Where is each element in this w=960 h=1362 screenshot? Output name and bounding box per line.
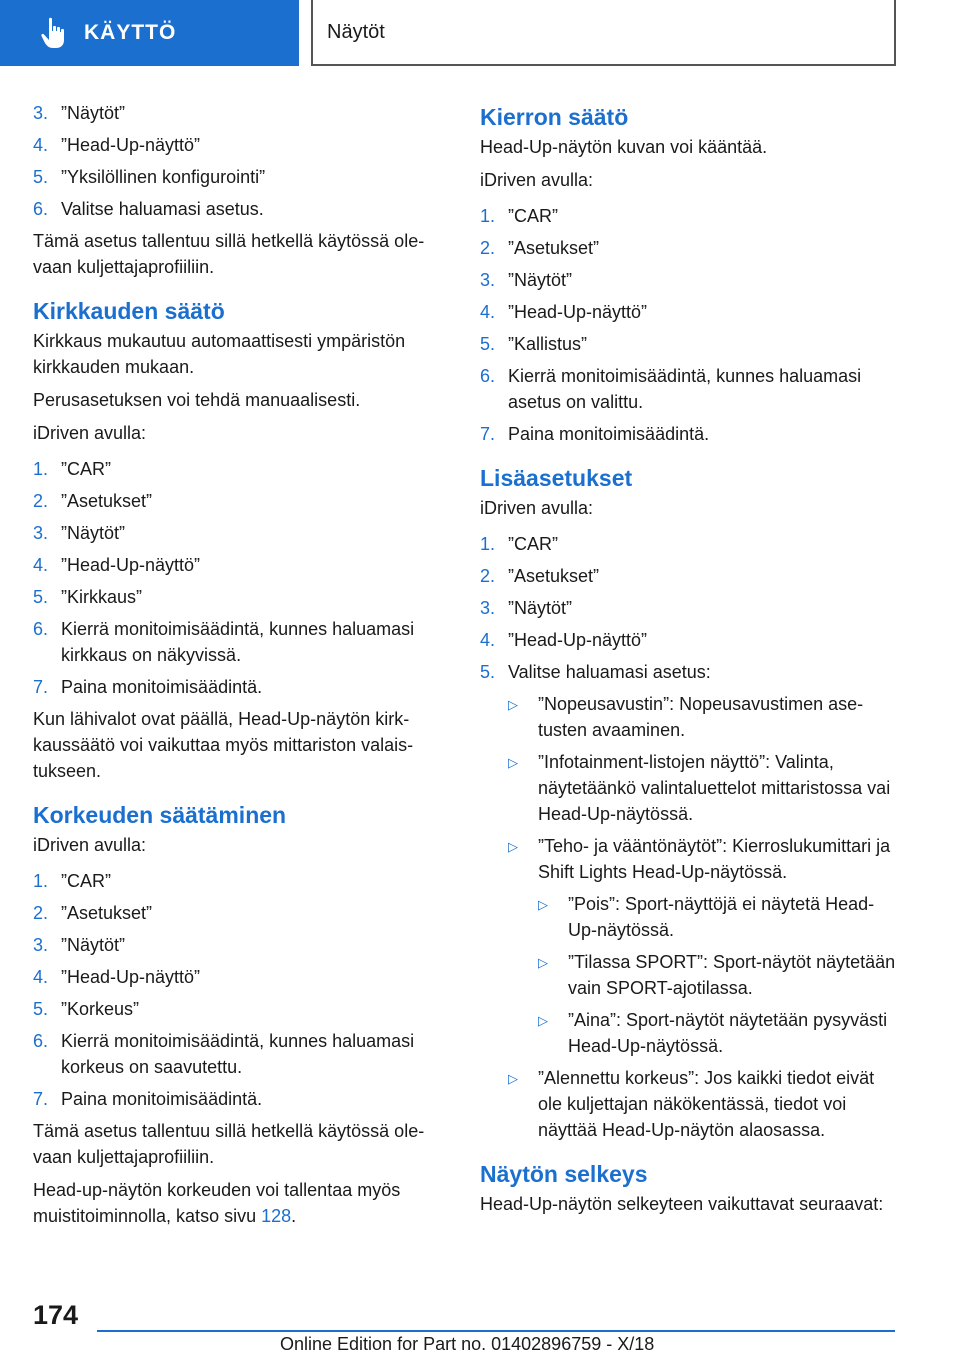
list-item: 2. ”Asetukset” [33, 491, 153, 511]
clarity-p1: Head-Up-näytön selkeyteen vaikuttavat seuraavat: [480, 1194, 884, 1214]
memory-paragraph: Head-up-näytön korkeuden voi tallentaa myös muistitoiminnolla, katso sivu 128. [33, 1180, 401, 1226]
list-item: 1. ”CAR” [480, 534, 558, 554]
list-item: 5. ”Kallistus” [480, 334, 588, 354]
height-p1: iDriven avulla: [33, 835, 147, 855]
additional-heading: Lisäasetukset [480, 465, 633, 491]
list-item: ▷ ”Aina”: Sport-näytöt näytetään pysyvästi Head-Up-näytössä. [538, 1007, 900, 1059]
triangle-bullet-icon: ▷ [508, 839, 518, 854]
list-item: ▷ ”Infotainment-listojen näyttö”: Valinta, näytetäänkö valintaluettelot mittaristossa vai Head-Up-näytössä. [508, 749, 900, 827]
options-list [508, 691, 900, 1143]
height-note: Tämä asetus tallentuu sillä hetkellä käytössä olevaan kuljettajaprofiiliin. [33, 1121, 425, 1167]
list-item: 4. ”Head-Up-näyttö” [480, 302, 648, 322]
list-item: 2. ”Asetukset” [480, 566, 600, 586]
list-item: 2. ”Asetukset” [480, 238, 600, 258]
chapter-title: Näytöt [327, 20, 385, 43]
rotation-p1: Head-Up-näytön kuvan voi kääntää. [480, 137, 768, 157]
brightness-p3: iDriven avulla: [33, 423, 147, 443]
footer-divider [97, 1330, 895, 1332]
sub-options-list [538, 891, 900, 1059]
section-tab [0, 0, 299, 66]
list-item: 3. ”Näytöt” [33, 523, 126, 543]
list-item: 4. ”Head-Up-näyttö” [480, 630, 648, 650]
list-item: 1. ”CAR” [33, 871, 111, 891]
list-item: ▷ ”Pois”: Sport-näyttöjä ei näytetä Head-Up-näytössä. [538, 891, 900, 943]
rotation-p2: iDriven avulla: [480, 170, 594, 190]
rotation-heading: Kierron säätö [480, 104, 629, 130]
list-item: 7. Paina monitoimisäädintä. [480, 424, 710, 444]
list-item: 6. Kierrä monitoimisäädintä, kunnes haluamasi kirkkaus on näkyvissä. [33, 619, 415, 665]
list-item: 1. ”CAR” [33, 459, 111, 479]
list-item: 4. ”Head-Up-näyttö” [33, 555, 201, 575]
list-item: 5. ”Korkeus” [33, 999, 140, 1019]
height-steps [33, 868, 443, 1112]
sub-options-wrapper [508, 891, 900, 1059]
left-column [33, 100, 443, 1236]
brightness-steps [33, 456, 443, 700]
list-item: 5. ”Yksilöllinen konfigurointi” [33, 167, 266, 187]
triangle-bullet-icon: ▷ [538, 1013, 548, 1028]
list-item: ▷ ”Nopeusavustin”: Nopeusavustimen asetusten avaaminen. [508, 691, 900, 743]
page-number: 174 [33, 1300, 79, 1330]
clarity-heading: Näytön selkeys [480, 1161, 648, 1187]
hand-pointer-icon [40, 16, 68, 50]
list-item: ▷ ”Teho- ja vääntönäytöt”: Kierroslukumittari ja Shift Lights Head-Up-näytössä. [508, 833, 900, 885]
list-item: 7. Paina monitoimisäädintä. [33, 677, 263, 697]
list-item: ▷ ”Alennettu korkeus”: Jos kaikki tiedot eivät ole kuljettajan näkökentässä, tiedot voi näyttää Head-Up-näytön alaosassa. [508, 1065, 900, 1143]
intro-note: Tämä asetus tallentuu sillä hetkellä käytössä olevaan kuljettajaprofiiliin. [33, 231, 425, 277]
triangle-bullet-icon: ▷ [538, 955, 548, 970]
additional-steps [480, 531, 900, 685]
list-item: 3. ”Näytöt” [33, 935, 126, 955]
brightness-heading: Kirkkauden säätö [33, 298, 225, 324]
additional-p1: iDriven avulla: [480, 498, 594, 518]
list-item: 5. Valitse haluamasi asetus: [480, 662, 711, 682]
list-item: 6. Valitse haluamasi asetus. [33, 199, 264, 219]
edition-note: Online Edition for Part no. 01402896759 - X/18 [280, 1334, 655, 1354]
triangle-bullet-icon: ▷ [508, 755, 518, 770]
list-item: 1. ”CAR” [480, 206, 558, 226]
list-item: 2. ”Asetukset” [33, 903, 153, 923]
triangle-bullet-icon: ▷ [508, 697, 518, 712]
brightness-p1: Kirkkaus mukautuu automaattisesti ympäristön kirkkauden mukaan. [33, 331, 406, 377]
list-item: 5. ”Kirkkaus” [33, 587, 143, 607]
list-item: 6. Kierrä monitoimisäädintä, kunnes haluamasi korkeus on saavutettu. [33, 1031, 415, 1077]
list-item: 7. Paina monitoimisäädintä. [33, 1089, 263, 1109]
list-item: 6. Kierrä monitoimisäädintä, kunnes haluamasi asetus on valittu. [480, 366, 862, 412]
page-link[interactable]: 128 [261, 1206, 292, 1226]
list-item: ▷ ”Tilassa SPORT”: Sport-näytöt näytetään vain SPORT-ajotilassa. [538, 949, 900, 1001]
section-label: KÄYTTÖ [84, 21, 177, 44]
list-item: 4. ”Head-Up-näyttö” [33, 967, 201, 987]
list-item: 3. ”Näytöt” [480, 270, 573, 290]
brightness-p2: Perusasetuksen voi tehdä manuaalisesti. [33, 390, 361, 410]
triangle-bullet-icon: ▷ [508, 1071, 518, 1086]
rotation-steps [480, 203, 900, 447]
list-item: 3. ”Näytöt” [33, 103, 126, 123]
intro-steps [33, 100, 443, 222]
right-column [480, 100, 900, 1224]
height-heading: Korkeuden säätäminen [33, 802, 287, 828]
list-item: 3. ”Näytöt” [480, 598, 573, 618]
triangle-bullet-icon: ▷ [538, 897, 548, 912]
chapter-header [311, 0, 896, 66]
list-item: 4. ”Head-Up-näyttö” [33, 135, 201, 155]
brightness-note: Kun lähivalot ovat päällä, Head-Up-näytön kirkkaussäätö voi vaikuttaa myös mittariston valaistukseen. [33, 709, 414, 781]
